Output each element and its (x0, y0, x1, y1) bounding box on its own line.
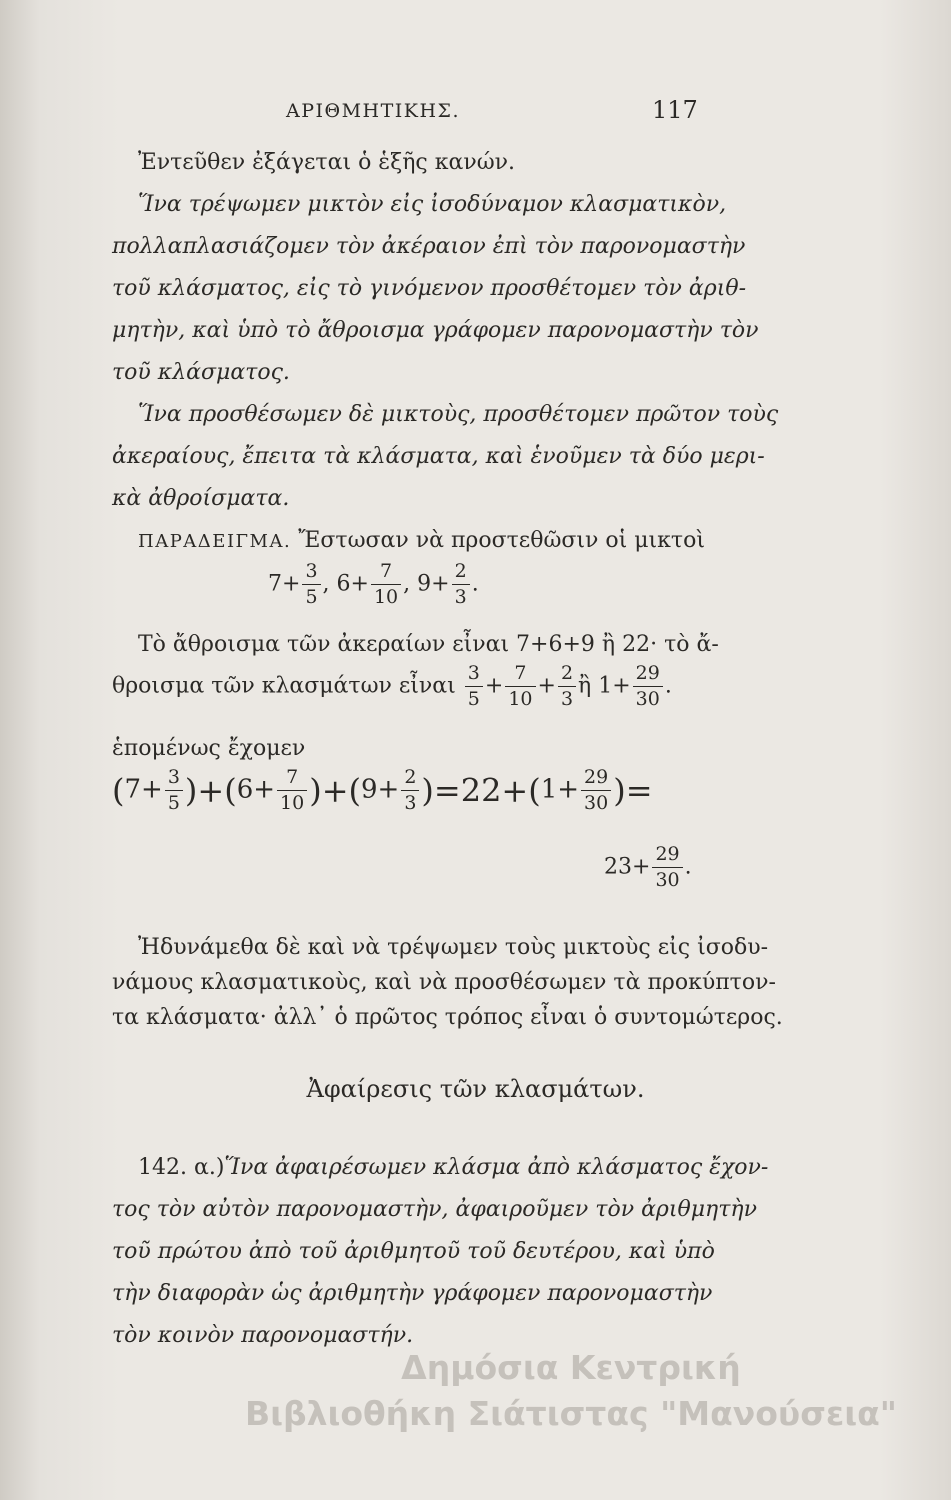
text-line: νάμους κλασματικοὺς, καὶ νὰ προσθέσωμεν τὰ προκύπτον- (112, 970, 776, 995)
text-line: ἀκεραίους, ἔπειτα τὰ κλάσματα, καὶ ἑνοῦμεν τὰ δύο μερι- (112, 444, 765, 469)
fraction: $\frac{3}{5}$ (302, 562, 320, 607)
watermark-line: Δημόσια Κεντρική (401, 1348, 741, 1387)
paren: )+ (184, 771, 225, 810)
paren: )+ (309, 771, 349, 810)
fraction: $\frac{29}{30}$ (652, 845, 682, 890)
watermark-line: Βιβλιοθήκη Σιάτιστας "Μανούσεια" (244, 1394, 897, 1433)
text-line: τὸν κοινὸν παρονομαστήν. (112, 1323, 414, 1348)
punct: , (403, 571, 411, 597)
fraction: $\frac{7}{10}$ (505, 664, 535, 709)
section-title: Ἀφαίρεσις τῶν κλασμάτων. (306, 1075, 645, 1103)
mixed-whole: 7+ (268, 571, 301, 597)
fraction: $\frac{2}{3}$ (452, 562, 470, 607)
mixed-numbers (268, 562, 479, 607)
operator: + (484, 673, 504, 699)
text: Ἵνα ἀφαιρέσωμεν κλάσμα ἀπὸ κλάσματος ἔχον- (224, 1155, 769, 1180)
text-line (138, 1155, 768, 1180)
equation-result (604, 845, 692, 890)
text-line: ἑπομένως ἔχομεν (112, 736, 306, 761)
text-line: τὴν διαφορὰν ὡς ἀριθμητὴν γράφομεν παρονομαστὴν (112, 1281, 713, 1306)
library-watermark (245, 1345, 897, 1437)
whole: 9+ (360, 774, 400, 805)
text: θροισμα τῶν κλασμάτων εἶναι (112, 673, 456, 699)
text-line: τος τὸν αὐτὸν παρονομαστὴν, ἀφαιροῦμεν τὸν ἀριθμητὴν (112, 1197, 757, 1222)
page-number: 117 (652, 96, 698, 124)
whole: 6+ (236, 774, 276, 805)
text-line: Ἐντεῦθεν ἐξάγεται ὁ ἑξῆς κανών. (138, 150, 516, 175)
mixed-whole: 6+ (336, 571, 369, 597)
operator: ἢ 1+ (578, 673, 631, 699)
text-line: Ἵνα τρέψωμεν μικτὸν εἰς ἰσοδύναμον κλασματικὸν, (138, 192, 727, 217)
equation-line (112, 768, 653, 813)
text-line: τοῦ κλάσματος. (112, 360, 290, 385)
fraction: $\frac{3}{5}$ (465, 664, 483, 709)
text-line: κὰ ἀθροίσματα. (112, 486, 290, 511)
fraction: $\frac{29}{30}$ (581, 768, 611, 813)
page-header (0, 96, 951, 136)
fraction: $\frac{2}{3}$ (401, 768, 419, 813)
fraction-sum-line (112, 664, 672, 709)
text-line: τα κλάσματα· ἀλλ᾽ ὁ πρῶτος τρόπος εἶναι ὁ συντομώτερος. (112, 1005, 783, 1030)
fraction: $\frac{7}{10}$ (371, 562, 401, 607)
paren: )=22+ (421, 771, 529, 810)
text-line: τοῦ πρώτου ἀπὸ τοῦ ἀριθμητοῦ τοῦ δευτέρου, καὶ ὑπὸ (112, 1239, 715, 1264)
operator: + (537, 673, 556, 699)
running-title: ΑΡΙΘΜΗΤΙΚΗΣ. (286, 100, 461, 122)
mixed-whole: 9+ (417, 571, 450, 597)
punct: . (684, 854, 692, 880)
fraction: $\frac{29}{30}$ (633, 664, 663, 709)
fraction: $\frac{2}{3}$ (558, 664, 576, 709)
whole: 7+ (124, 774, 163, 805)
text-line: Τὸ ἄθροισμα τῶν ἀκεραίων εἶναι 7+6+9 ἢ 22· τὸ ἄ- (138, 632, 719, 657)
operator: . (664, 673, 672, 699)
paren: ( (224, 771, 237, 810)
punct: . (471, 571, 479, 597)
text-line: τοῦ κλάσματος, εἰς τὸ γινόμενον προσθέτομεν τὸν ἀριθ- (112, 276, 747, 301)
paren: ( (348, 771, 361, 810)
section-number: 142. α.) (138, 1155, 225, 1180)
example-label: ΠΑΡΑΔΕΙΓΜΑ. (138, 531, 292, 552)
text-line: Ἵνα προσθέσωμεν δὲ μικτοὺς, προσθέτομεν πρῶτον τοὺς (138, 402, 779, 427)
text-line: πολλαπλασιάζομεν τὸν ἀκέραιον ἐπὶ τὸν παρονομαστὴν (112, 234, 746, 259)
example-line (138, 528, 705, 553)
fraction: $\frac{3}{5}$ (165, 768, 183, 813)
text-line: μητὴν, καὶ ὑπὸ τὸ ἄθροισμα γράφομεν παρονομαστὴν τὸν (112, 318, 759, 343)
example-text: Ἔστωσαν νὰ προστεθῶσιν οἱ μικτοὶ (291, 528, 705, 553)
paren: ( (112, 771, 125, 810)
whole: 23+ (604, 854, 651, 880)
paren: ( (528, 771, 541, 810)
fraction: $\frac{7}{10}$ (277, 768, 307, 813)
paren: )= (613, 771, 653, 810)
text-line: Ἠδυνάμεθα δὲ καὶ νὰ τρέψωμεν τοὺς μικτοὺς εἰς ἰσοδυ- (138, 935, 769, 960)
punct: , (322, 571, 330, 597)
whole: 1+ (540, 774, 580, 805)
